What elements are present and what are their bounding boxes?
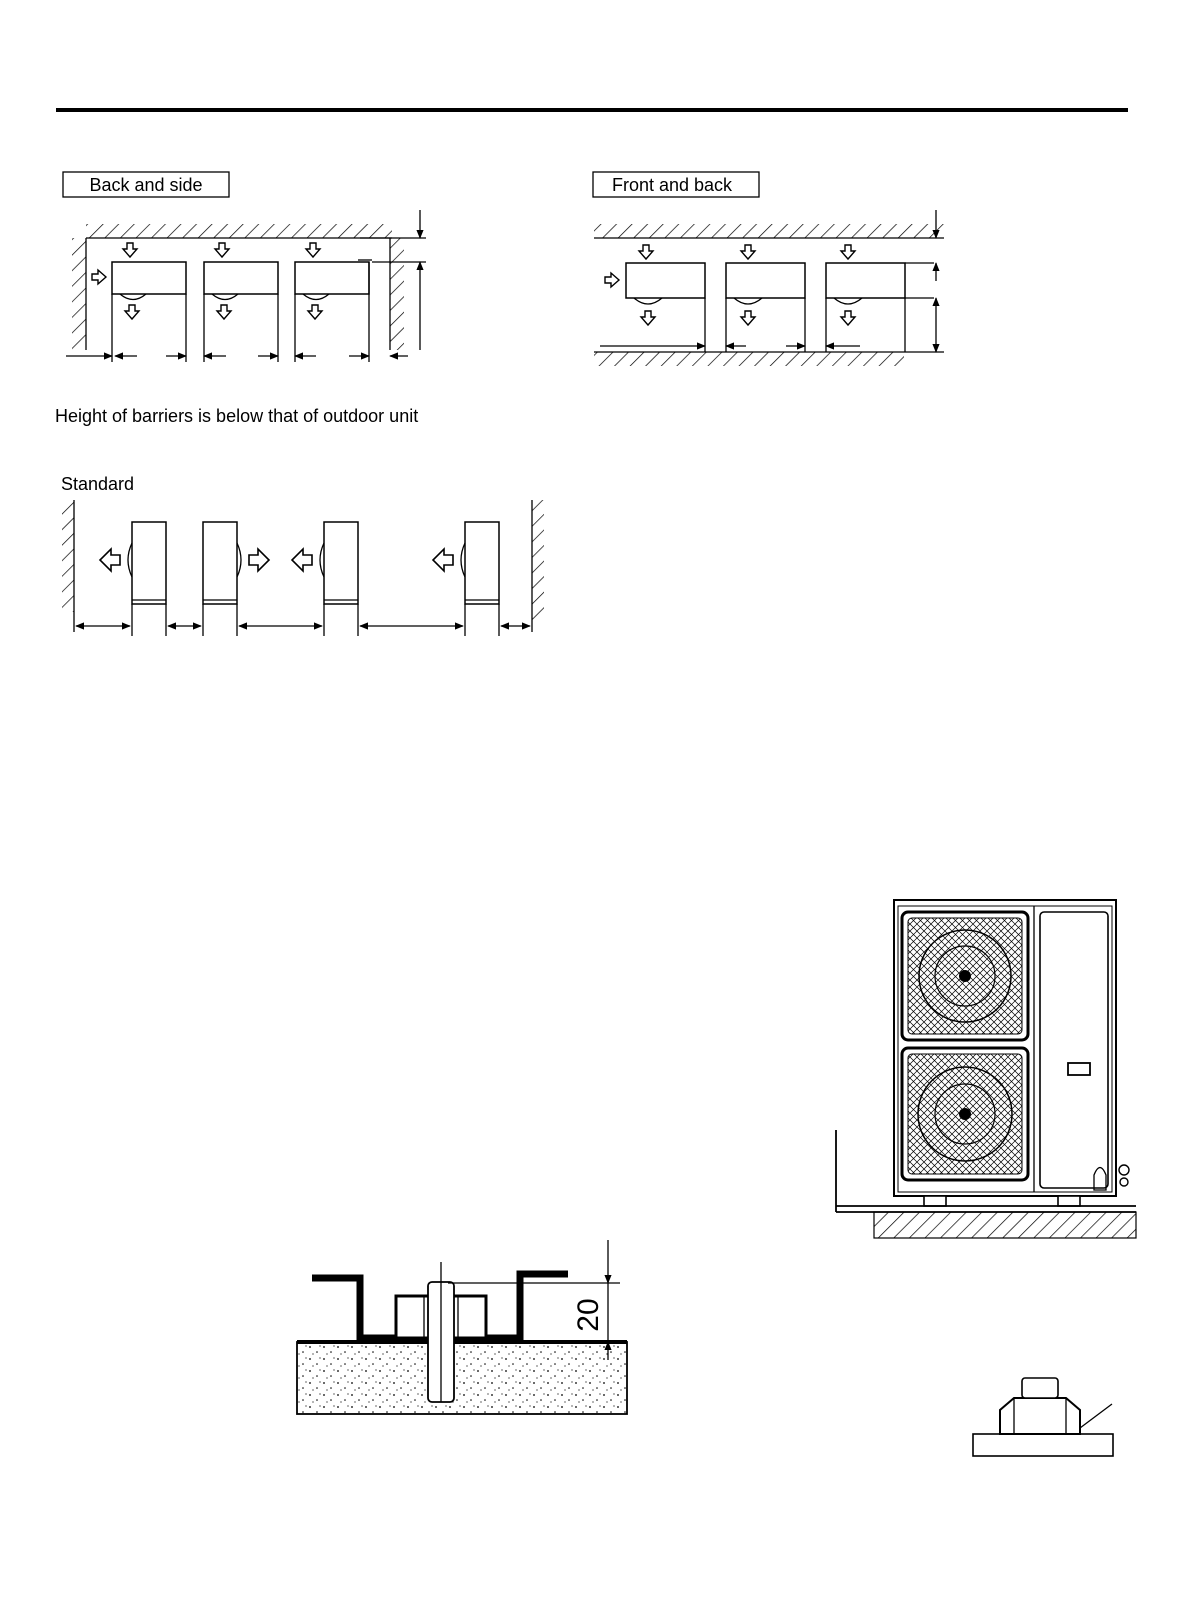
header-rule — [56, 108, 1128, 112]
standard-diagram — [61, 474, 544, 636]
back-and-side-label: Back and side — [89, 175, 203, 195]
bolt-dimension: 20 — [572, 1298, 605, 1332]
standard-label: Standard — [61, 474, 135, 494]
anchor-bolt-section — [297, 1240, 627, 1414]
nut-detail — [973, 1378, 1113, 1456]
front-and-back-label: Front and back — [611, 175, 733, 195]
front-and-back-diagram — [593, 172, 944, 366]
back-and-side-diagram — [63, 172, 426, 362]
outdoor-unit-illustration — [836, 900, 1136, 1238]
barrier-note: Height of barriers is below that of outdoor unit — [55, 406, 419, 426]
